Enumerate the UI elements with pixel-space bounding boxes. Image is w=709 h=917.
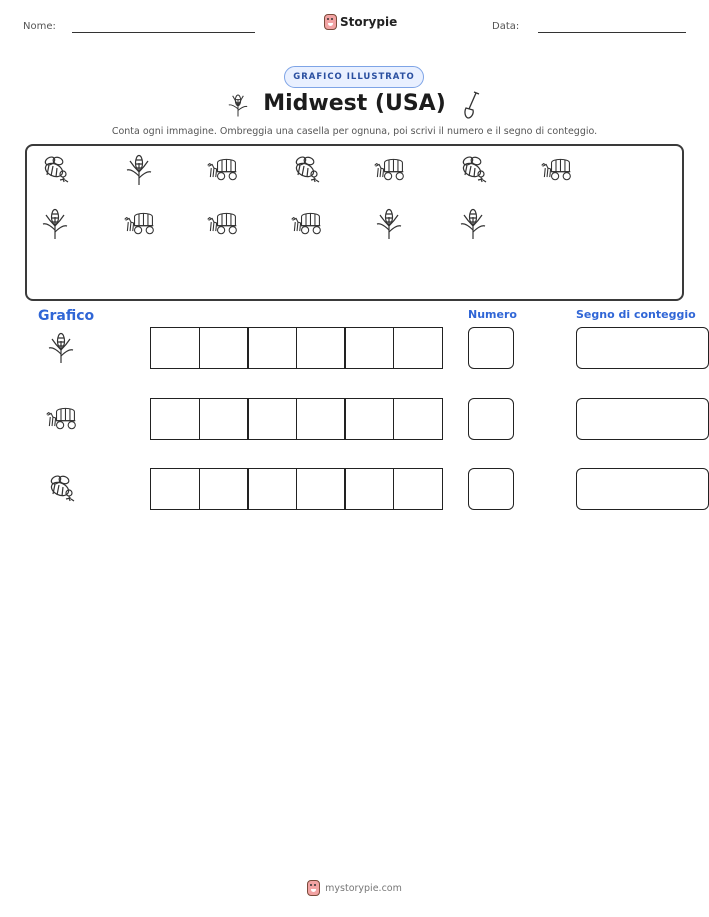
shading-cell[interactable] [150,327,200,369]
shading-cell[interactable] [344,468,394,510]
worksheet-type-badge: GRAFICO ILLUSTRATO [284,66,424,88]
shading-cell[interactable] [296,468,346,510]
corn-icon [44,330,78,364]
bee-icon [38,152,72,186]
tally-heading: Segno di conteggio [576,308,696,321]
tally-answer-box[interactable] [576,398,709,440]
shading-cell[interactable] [199,327,249,369]
tally-answer-box[interactable] [576,327,709,369]
shading-cell[interactable] [150,398,200,440]
shading-cell[interactable] [393,327,443,369]
shading-cell[interactable] [150,468,200,510]
number-answer-box[interactable] [468,398,514,440]
shading-row [150,398,441,440]
corn-icon [38,206,72,240]
date-input-line[interactable] [538,32,686,33]
wagon-icon [289,206,323,240]
bee-icon [289,152,323,186]
number-answer-box[interactable] [468,327,514,369]
bee-icon [44,471,78,505]
wagon-icon [372,152,406,186]
shading-cell[interactable] [199,468,249,510]
number-heading: Numero [468,308,517,321]
shading-cell[interactable] [344,327,394,369]
instructions-text: Conta ogni immagine. Ombreggia una casella per ognuna, poi scrivi il numero e il segno di conteggio. [111,126,598,137]
storypie-logo [324,14,397,30]
wagon-icon [122,206,156,240]
shading-cell[interactable] [393,468,443,510]
storypie-mascot-icon [324,14,337,30]
shovel-decoration-icon [460,90,482,120]
shading-row [150,327,441,369]
wagon-icon [539,152,573,186]
shading-cell[interactable] [296,398,346,440]
shading-row [150,468,441,510]
shading-cell[interactable] [247,468,297,510]
shading-cell[interactable] [296,327,346,369]
tally-answer-box[interactable] [576,468,709,510]
corn-icon [372,206,406,240]
footer-url[interactable]: mystorypie.com [325,882,402,894]
bee-icon [456,152,490,186]
corn-icon [122,152,156,186]
shading-cell[interactable] [344,398,394,440]
date-label: Data: [492,21,520,32]
name-label: Nome: [23,21,56,32]
footer [0,880,709,896]
wagon-icon [205,152,239,186]
shading-cell[interactable] [247,327,297,369]
shading-cell[interactable] [247,398,297,440]
number-answer-box[interactable] [468,468,514,510]
graph-heading: Grafico [38,308,95,324]
name-input-line[interactable] [72,32,255,33]
storypie-mascot-icon [307,880,320,896]
wagon-icon [205,206,239,240]
shading-cell[interactable] [393,398,443,440]
shading-cell[interactable] [199,398,249,440]
wagon-icon [44,401,78,435]
page-title: Midwest (USA) [263,91,446,116]
brand-name: Storypie [340,15,398,29]
corn-icon [456,206,490,240]
